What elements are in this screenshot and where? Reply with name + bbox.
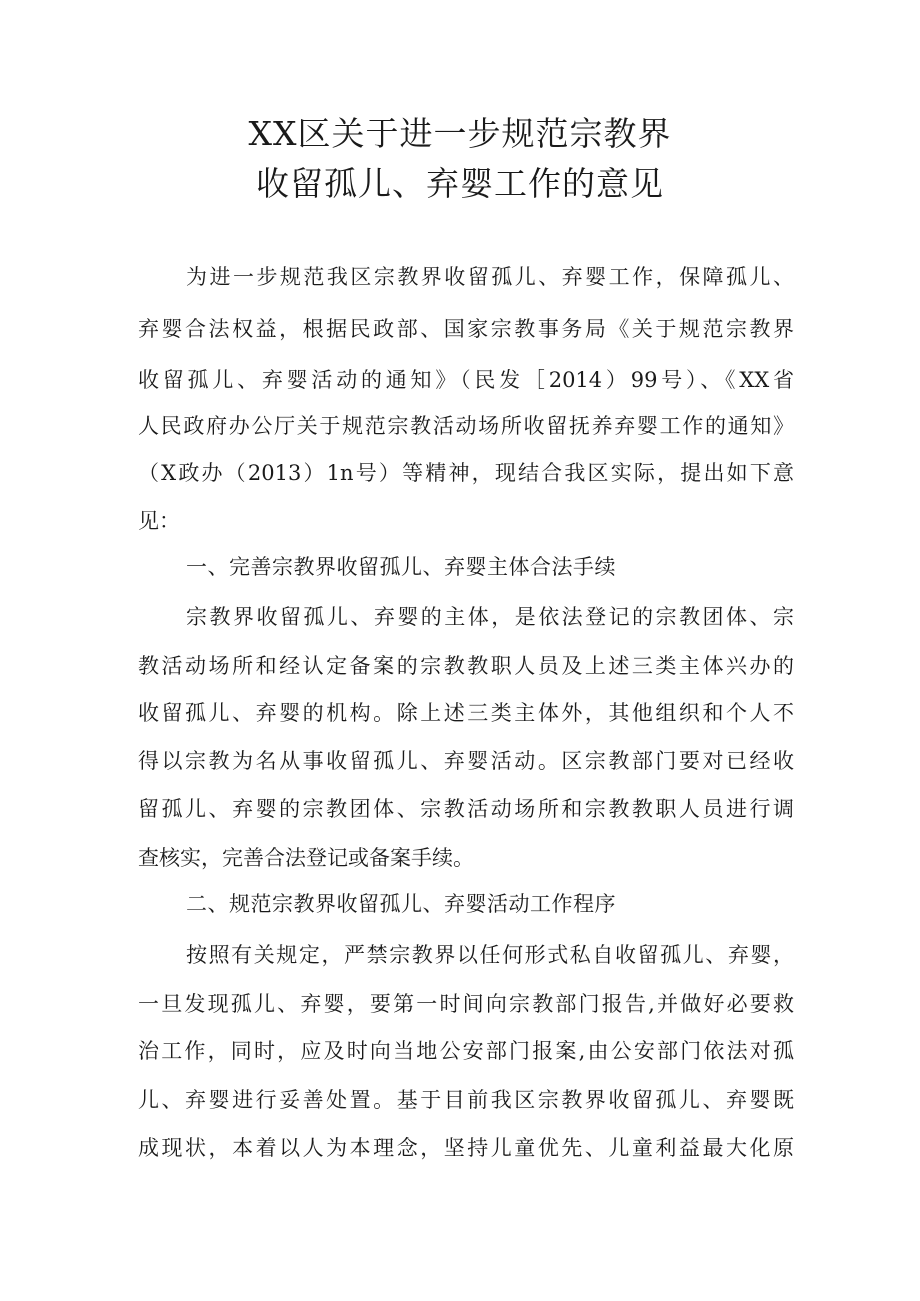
section-2-line: 成现状，本着以人为本理念，坚持儿童优先、儿童利益最大化原 xyxy=(138,1136,794,1160)
section-2-line: 按照有关规定，严禁宗教界以任何形式私自收留孤儿、弃婴， xyxy=(186,943,794,967)
document-title-line-1: XX区关于进一步规范宗教界 xyxy=(248,114,672,153)
section-2-heading: 二、规范宗教界收留孤儿、弃婴活动工作程序 xyxy=(186,892,616,916)
intro-line: 收留孤儿、弃婴活动的通知》（民发［2014）99号）、《XX省 xyxy=(138,368,794,392)
section-1-line: 查核实，完善合法登记或备案手续。 xyxy=(138,846,474,870)
document-title-line-2: 收留孤儿、弃婴工作的意见 xyxy=(256,164,664,203)
section-2-line: 治工作，同时，应及时向当地公安部门报案,由公安部门依法对孤 xyxy=(138,1039,794,1063)
section-1-heading: 一、完善宗教界收留孤儿、弃婴主体合法手续 xyxy=(186,555,616,579)
intro-line: （X政办（2013）1n号）等精神，现结合我区实际，提出如下意 xyxy=(138,461,794,485)
section-1-line: 留孤儿、弃婴的宗教团体、宗教活动场所和宗教教职人员进行调 xyxy=(138,797,794,821)
intro-line: 弃婴合法权益，根据民政部、国家宗教事务局《关于规范宗教界 xyxy=(138,317,794,341)
section-1-line: 收留孤儿、弃婴的机构。除上述三类主体外，其他组织和个人不 xyxy=(138,701,794,725)
intro-line: 见： xyxy=(138,509,180,533)
section-2-line: 一旦发现孤儿、弃婴，要第一时间向宗教部门报告,并做好必要救 xyxy=(138,992,794,1016)
intro-line: 人民政府办公厅关于规范宗教活动场所收留抚养弃婴工作的通知》 xyxy=(138,414,794,438)
section-2-line: 儿、弃婴进行妥善处置。基于目前我区宗教界收留孤儿、弃婴既 xyxy=(138,1088,794,1112)
section-1-line: 宗教界收留孤儿、弃婴的主体，是依法登记的宗教团体、宗 xyxy=(186,605,794,629)
section-1-line: 教活动场所和经认定备案的宗教教职人员及上述三类主体兴办的 xyxy=(138,654,794,678)
intro-line: 为进一步规范我区宗教界收留孤儿、弃婴工作，保障孤儿、 xyxy=(186,265,794,289)
section-1-line: 得以宗教为名从事收留孤儿、弃婴活动。区宗教部门要对已经收 xyxy=(138,749,794,773)
